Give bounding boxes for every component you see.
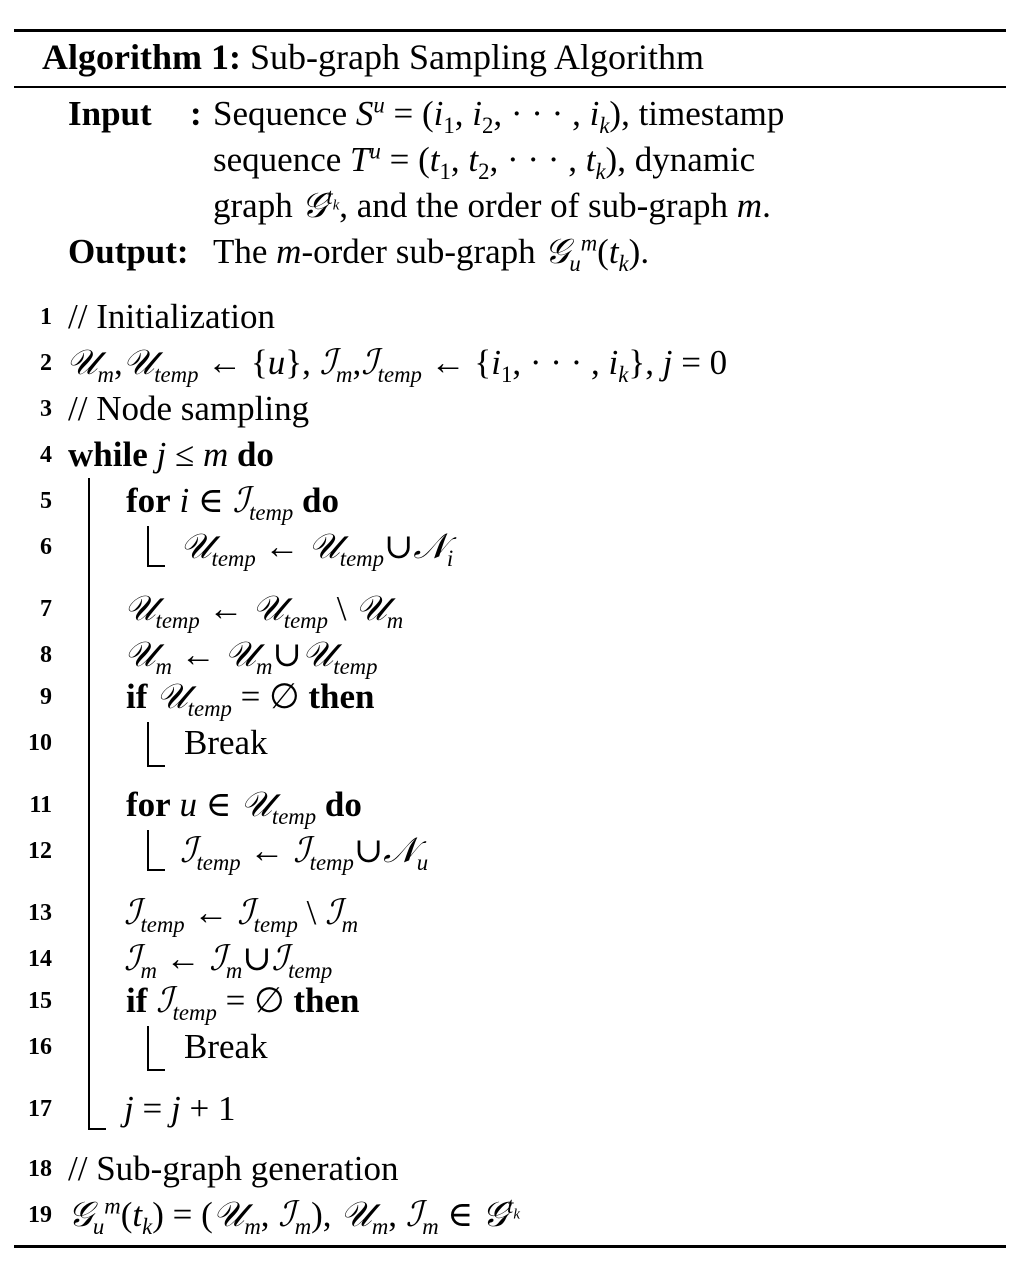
for-items-block-bar bbox=[147, 526, 149, 566]
code-for-users: for u ∈ 𝒰$_{temp}$ do bbox=[126, 785, 362, 829]
algo-line-9 bbox=[0, 674, 1022, 720]
algo-line-4 bbox=[0, 432, 1022, 478]
line-number: 6 bbox=[40, 534, 52, 560]
algo-line-13 bbox=[0, 890, 1022, 936]
if-users-block-bar bbox=[147, 722, 149, 766]
caption-rule bbox=[14, 86, 1006, 88]
algo-line-11 bbox=[0, 782, 1022, 828]
algo-line-6 bbox=[0, 524, 1022, 570]
algo-line-3 bbox=[0, 386, 1022, 432]
line-number: 12 bbox=[28, 838, 52, 864]
algorithm-caption bbox=[42, 34, 704, 80]
algo-line-12 bbox=[0, 828, 1022, 874]
input-line-3: graph 𝒢$^{t_k}$, and the order of sub-graph m. bbox=[213, 184, 771, 226]
line-number: 15 bbox=[28, 988, 52, 1014]
top-rule bbox=[14, 29, 1006, 32]
input-colon: : bbox=[190, 94, 202, 133]
line-number: 8 bbox=[40, 642, 52, 668]
code-union-item-neighbors: ℐ$_{temp}$ ← ℐ$_{temp}$∪𝒩$_u$ bbox=[180, 831, 429, 875]
algo-line-2 bbox=[0, 340, 1022, 386]
if-items-block-end bbox=[147, 1069, 165, 1071]
line-number: 1 bbox=[40, 304, 52, 330]
line-number: 4 bbox=[40, 442, 52, 468]
line-number: 5 bbox=[40, 488, 52, 514]
algo-line-16 bbox=[0, 1024, 1022, 1070]
output-label: Output: bbox=[68, 232, 189, 271]
line-number: 14 bbox=[28, 946, 52, 972]
for-users-block-bar bbox=[147, 830, 149, 870]
while-block-end bbox=[88, 1128, 106, 1130]
line-number: 9 bbox=[40, 684, 52, 710]
algorithm-title: Sub-graph Sampling Algorithm bbox=[249, 37, 704, 77]
code-for-items: for i ∈ ℐ$_{temp}$ do bbox=[126, 481, 340, 525]
code-break: Break bbox=[184, 1027, 268, 1066]
bottom-rule bbox=[14, 1245, 1006, 1248]
input-line-2: sequence $T^u = (t_1$, $t_2$, · · · , $t_k$), dynamic bbox=[213, 138, 756, 184]
input-line-1: Sequence $S^u = (i_1$, $i_2$, · · · , $i_k$), timestamp bbox=[213, 92, 785, 138]
line-number: 10 bbox=[28, 730, 52, 756]
output-line: The m-order sub-graph $𝒢_u^m(t_k)$. bbox=[213, 230, 650, 276]
while-block-bar bbox=[88, 478, 90, 1130]
code-if-users-empty: if 𝒰$_{temp}$ = ∅ then bbox=[126, 677, 375, 721]
algo-line-7 bbox=[0, 586, 1022, 632]
code-break: Break bbox=[184, 723, 268, 762]
line-number: 7 bbox=[40, 596, 52, 622]
algo-line-18 bbox=[0, 1146, 1022, 1192]
code-user-union: 𝒰$_m$ ← 𝒰$_m$∪𝒰$_{temp}$ bbox=[124, 635, 378, 679]
code-user-difference: 𝒰$_{temp}$ ← 𝒰$_{temp}$ \ 𝒰$_m$ bbox=[124, 589, 404, 633]
code-if-items-empty: if ℐ$_{temp}$ = ∅ then bbox=[126, 981, 360, 1025]
input-label: Input bbox=[68, 94, 152, 133]
algo-line-5 bbox=[0, 478, 1022, 524]
algorithm-label: Algorithm 1: bbox=[42, 37, 241, 77]
comment-initialization: // Initialization bbox=[68, 297, 276, 336]
comment-node-sampling: // Node sampling bbox=[68, 389, 310, 428]
if-users-block-end bbox=[147, 765, 165, 767]
line-number: 18 bbox=[28, 1156, 52, 1182]
algo-line-15 bbox=[0, 978, 1022, 1024]
line-number: 3 bbox=[40, 396, 52, 422]
line-number: 16 bbox=[28, 1034, 52, 1060]
line-number: 2 bbox=[40, 350, 52, 376]
code-increment: j = j + 1 bbox=[124, 1089, 236, 1128]
algo-line-8 bbox=[0, 632, 1022, 678]
code-item-difference: ℐ$_{temp}$ ← ℐ$_{temp}$ \ ℐ$_m$ bbox=[124, 893, 358, 937]
if-items-block-bar bbox=[147, 1026, 149, 1070]
code-subgraph-def: $𝒢_u^m(t_k)$ = (𝒰$_m$, ℐ$_m$), 𝒰$_m$, ℐ$_m$ ∈ 𝒢$^{t_k}$ bbox=[68, 1193, 520, 1239]
code-item-union: ℐ$_m$ ← ℐ$_m$∪ℐ$_{temp}$ bbox=[124, 939, 333, 983]
line-number: 17 bbox=[28, 1096, 52, 1122]
algo-line-17 bbox=[0, 1086, 1022, 1132]
code-union-user-neighbors: 𝒰$_{temp}$ ← 𝒰$_{temp}$∪𝒩$_i$ bbox=[180, 527, 454, 571]
algo-line-19 bbox=[0, 1192, 1022, 1238]
for-users-block-end bbox=[147, 869, 165, 871]
comment-subgraph-generation: // Sub-graph generation bbox=[68, 1149, 399, 1188]
line-number: 11 bbox=[29, 792, 52, 818]
algo-line-14 bbox=[0, 936, 1022, 982]
algo-line-1 bbox=[0, 294, 1022, 340]
code-while: while j ≤ m do bbox=[68, 435, 274, 474]
algo-line-10 bbox=[0, 720, 1022, 766]
line-number: 13 bbox=[28, 900, 52, 926]
code-init-sets: 𝒰$_m$,𝒰$_{temp}$ ← {u}, ℐ$_m$,ℐ$_{temp}$ ← {$i_1$, · · · , $i_k$}, j = 0 bbox=[66, 343, 728, 387]
for-items-block-end bbox=[147, 565, 165, 567]
line-number: 19 bbox=[28, 1202, 52, 1228]
